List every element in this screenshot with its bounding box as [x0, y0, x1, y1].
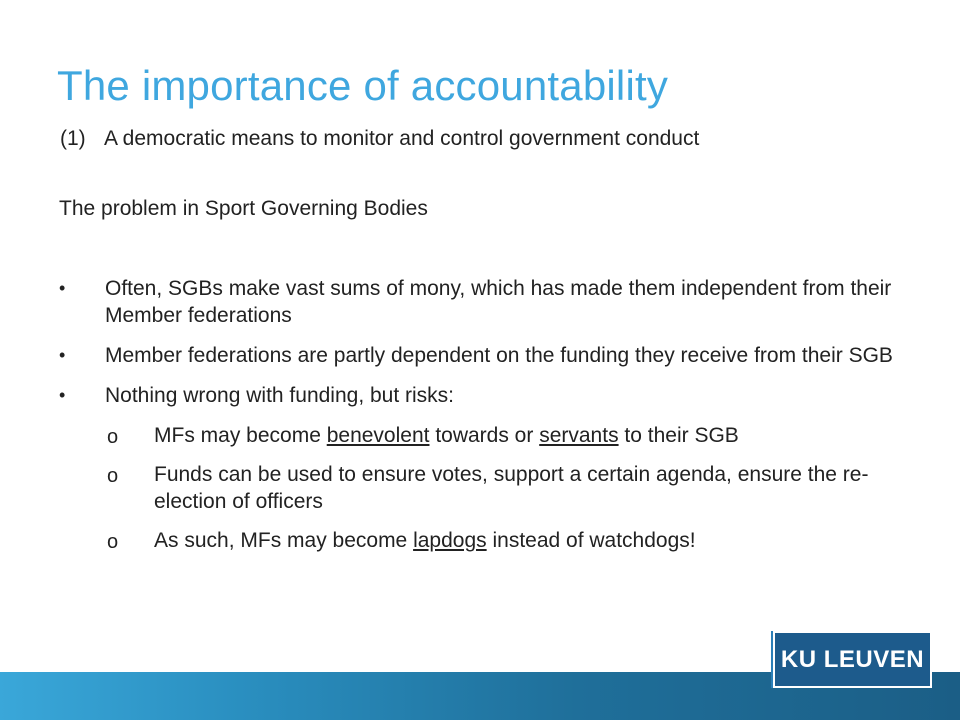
bullet-item: [59, 342, 929, 369]
sub-bullet-item: [59, 527, 929, 554]
subtitle-text: A democratic means to monitor and control government conduct: [104, 127, 700, 150]
sub-bullet-item: [59, 461, 929, 515]
bullet-text: Often, SGBs make vast sums of mony, which has made them independent from their Member federations: [105, 277, 892, 327]
bullet-item: [59, 382, 929, 409]
underlined-word: benevolent: [326, 424, 430, 447]
sub-bullet-text: [154, 424, 739, 447]
text-segment: MFs may become: [154, 424, 327, 447]
bullet-dot-icon: •: [59, 278, 66, 298]
text-segment: towards or: [429, 424, 540, 447]
text-segment: As such, MFs may become: [154, 529, 414, 552]
circle-bullet-icon: o: [107, 465, 119, 487]
bullet-text: Member federations are partly dependent on the funding they receive from their SGB: [105, 344, 893, 367]
slide-title: The importance of accountability: [57, 62, 669, 109]
text-segment: instead of watchdogs!: [486, 529, 696, 552]
section-heading: The problem in Sport Governing Bodies: [59, 197, 428, 220]
ku-leuven-logo: KU LEUVEN: [773, 631, 932, 688]
sub-bullet-text: [154, 529, 696, 552]
bullet-item: [59, 275, 929, 329]
slide-subtitle: [60, 127, 699, 151]
bullet-dot-icon: •: [59, 345, 66, 365]
sub-bullet-item: [59, 422, 929, 449]
bullet-text: Nothing wrong with funding, but risks:: [105, 384, 455, 407]
underlined-word: lapdogs: [413, 529, 487, 552]
circle-bullet-icon: o: [107, 426, 119, 448]
text-segment: to their SGB: [618, 424, 739, 447]
subtitle-number: (1): [60, 127, 86, 150]
bullet-dot-icon: •: [59, 385, 66, 405]
bullet-list: [59, 275, 929, 566]
sub-bullet-text: Funds can be used to ensure votes, support a certain agenda, ensure the re-election of officers: [154, 463, 869, 513]
underlined-word: servants: [539, 424, 619, 447]
circle-bullet-icon: o: [107, 531, 119, 553]
